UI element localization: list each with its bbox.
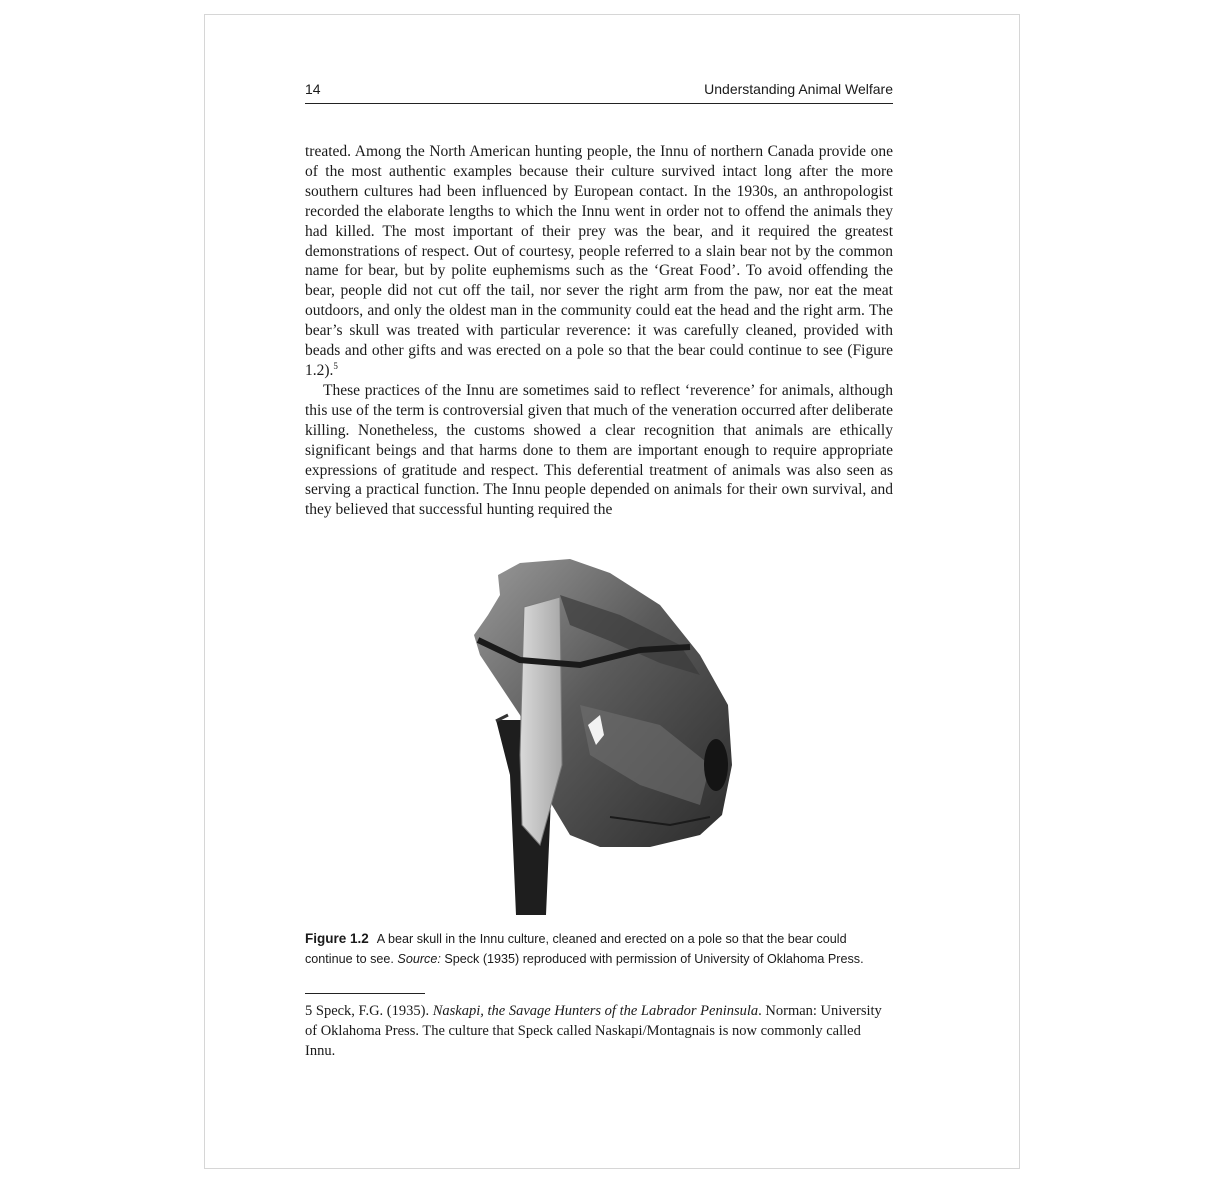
caption-source-label: Source: (397, 952, 441, 966)
figure-label: Figure 1.2 (305, 931, 369, 946)
footnote-number: 5 (305, 1003, 313, 1019)
document-page (204, 14, 1020, 1169)
bear-skull-illustration (460, 555, 740, 915)
paragraph-2: These practices of the Innu are sometimes said to reflect ‘reverence’ for animals, although this use of the term is controversial given that much of the veneration occurred after deliberate killing. Nonetheless, the customs showed a clear recognition that animals are ethically significant beings and that harms done to them are important enough to require appropriate expressions of gratitude and respect. This deferential treatment of animals was also seen as serving a practical function. The Innu people depended on animals for their own survival, and they believed that successful hunting required the (305, 381, 893, 519)
caption-text: A bear skull in the Innu culture, cleaned and erected on a pole so that the bear could continue to see. (305, 932, 847, 966)
figure-caption (305, 929, 897, 969)
paragraph-1 (305, 142, 893, 381)
running-title: Understanding Animal Welfare (704, 81, 893, 97)
footnote-book-title: Naskapi, the Savage Hunters of the Labrador Peninsula (432, 1003, 759, 1019)
footnote-author: Speck, F.G. (1935). (315, 1003, 430, 1019)
footnote-rest: . Norman: University of Oklahoma Press. The culture that Speck called Naskapi/Montagnais is now commonly called Innu. (305, 1003, 882, 1059)
footnote-divider (305, 993, 425, 994)
running-header (305, 79, 893, 104)
page-number: 14 (305, 81, 321, 97)
footnote-ref-5[interactable]: 5 (333, 360, 338, 371)
bear-skull-photo (460, 555, 740, 915)
body-text (305, 142, 893, 520)
footnote-5 (305, 1001, 893, 1061)
paragraph-1-text: treated. Among the North American hunting people, the Innu of northern Canada provide one of the most authentic examples because their culture survived intact long after the more southern cultures had been influenced by European contact. In the 1930s, an anthropologist recorded the elaborate lengths to which the Innu went in order not to offend the animals they had killed. The most important of their prey was the bear, and it required the greatest demonstrations of respect. Out of courtesy, people referred to a slain bear not by the common name for bear, but by polite euphemisms such as the ‘Great Food’. To avoid offending the bear, people did not cut off the tail, nor sever the right arm from the paw, nor eat the meat outdoors, and only the oldest man in the community could eat the head and the right arm. The bear’s skull was treated with particular reverence: it was carefully cleaned, provided with beads and other gifts and was erected on a pole so that the bear could continue to see (Figure 1.2). (305, 143, 893, 379)
caption-source-text: Speck (1935) reproduced with permission of University of Oklahoma Press. (444, 952, 864, 966)
